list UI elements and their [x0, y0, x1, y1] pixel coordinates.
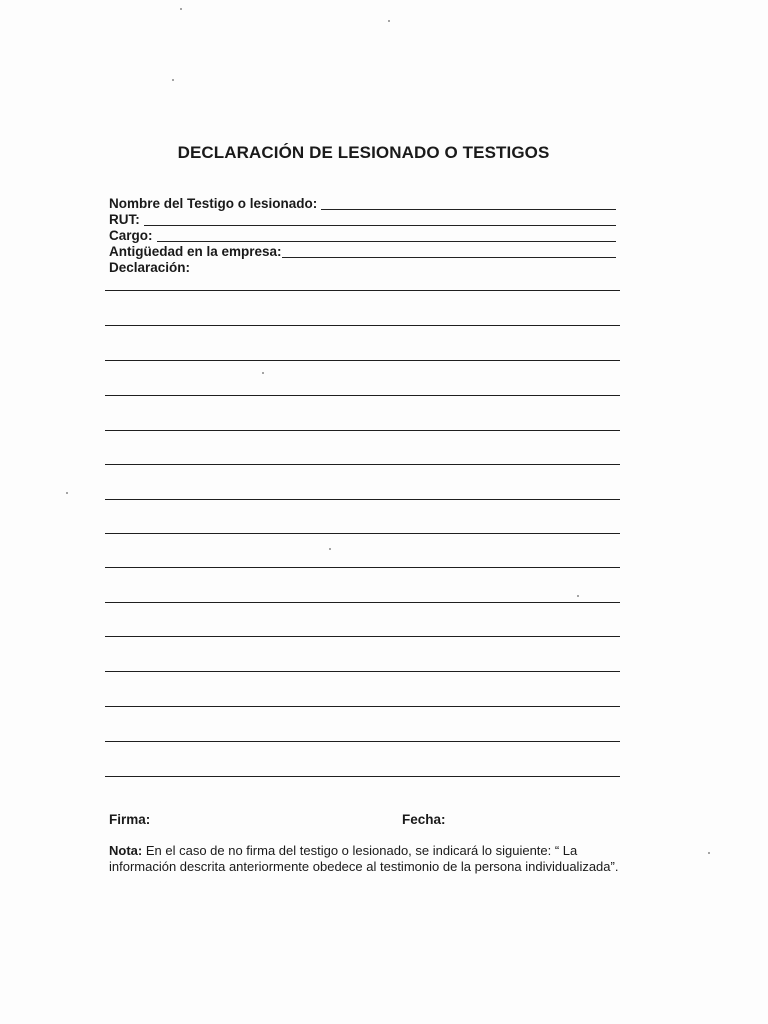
declaration-line[interactable]: [105, 430, 620, 431]
declaration-line[interactable]: [105, 636, 620, 637]
field-cargo-label: Cargo:: [109, 228, 153, 243]
declaration-line[interactable]: [105, 776, 620, 777]
scan-speck: [66, 492, 68, 494]
field-nombre-line[interactable]: [321, 209, 616, 210]
scan-speck: [180, 8, 182, 10]
scan-speck: [329, 548, 331, 550]
scan-speck: [388, 20, 390, 22]
declaration-line[interactable]: [105, 360, 620, 361]
declaration-line[interactable]: [105, 464, 620, 465]
field-antiguedad-label: Antigüedad en la empresa:: [109, 244, 282, 259]
form-title: DECLARACIÓN DE LESIONADO O TESTIGOS: [177, 143, 550, 162]
field-nombre-label: Nombre del Testigo o lesionado:: [109, 196, 318, 211]
declaration-line[interactable]: [105, 602, 620, 603]
declaration-line[interactable]: [105, 741, 620, 742]
field-declaracion: [109, 259, 616, 275]
field-rut-line[interactable]: [144, 225, 616, 226]
declaration-line[interactable]: [105, 567, 620, 568]
field-cargo-line[interactable]: [157, 241, 617, 242]
scan-speck: [708, 852, 710, 854]
declaration-line[interactable]: [105, 706, 620, 707]
field-declaracion-label: Declaración:: [109, 260, 191, 275]
scan-speck: [262, 372, 264, 374]
declaration-line[interactable]: [105, 395, 620, 396]
declaration-line[interactable]: [105, 325, 620, 326]
declaration-line[interactable]: [105, 499, 620, 500]
declaration-line[interactable]: [105, 533, 620, 534]
note-block: [109, 843, 619, 875]
field-rut: [109, 211, 616, 227]
note-text: En el caso de no firma del testigo o lesionado, se indicará lo siguiente: “ La información descrita anteriormente obedece al testimonio de la persona individualizada”.: [109, 843, 619, 874]
field-nombre: [109, 195, 616, 211]
note-label: Nota:: [109, 843, 143, 858]
field-antiguedad: [109, 243, 616, 259]
declaration-line[interactable]: [105, 290, 620, 291]
declaration-line[interactable]: [105, 671, 620, 672]
scan-speck: [577, 595, 579, 597]
field-antiguedad-line[interactable]: [282, 257, 616, 258]
signature-label: Firma:: [109, 812, 151, 827]
date-label: Fecha:: [402, 812, 446, 827]
field-rut-label: RUT:: [109, 212, 140, 227]
field-cargo: [109, 227, 616, 243]
scan-speck: [172, 79, 174, 81]
